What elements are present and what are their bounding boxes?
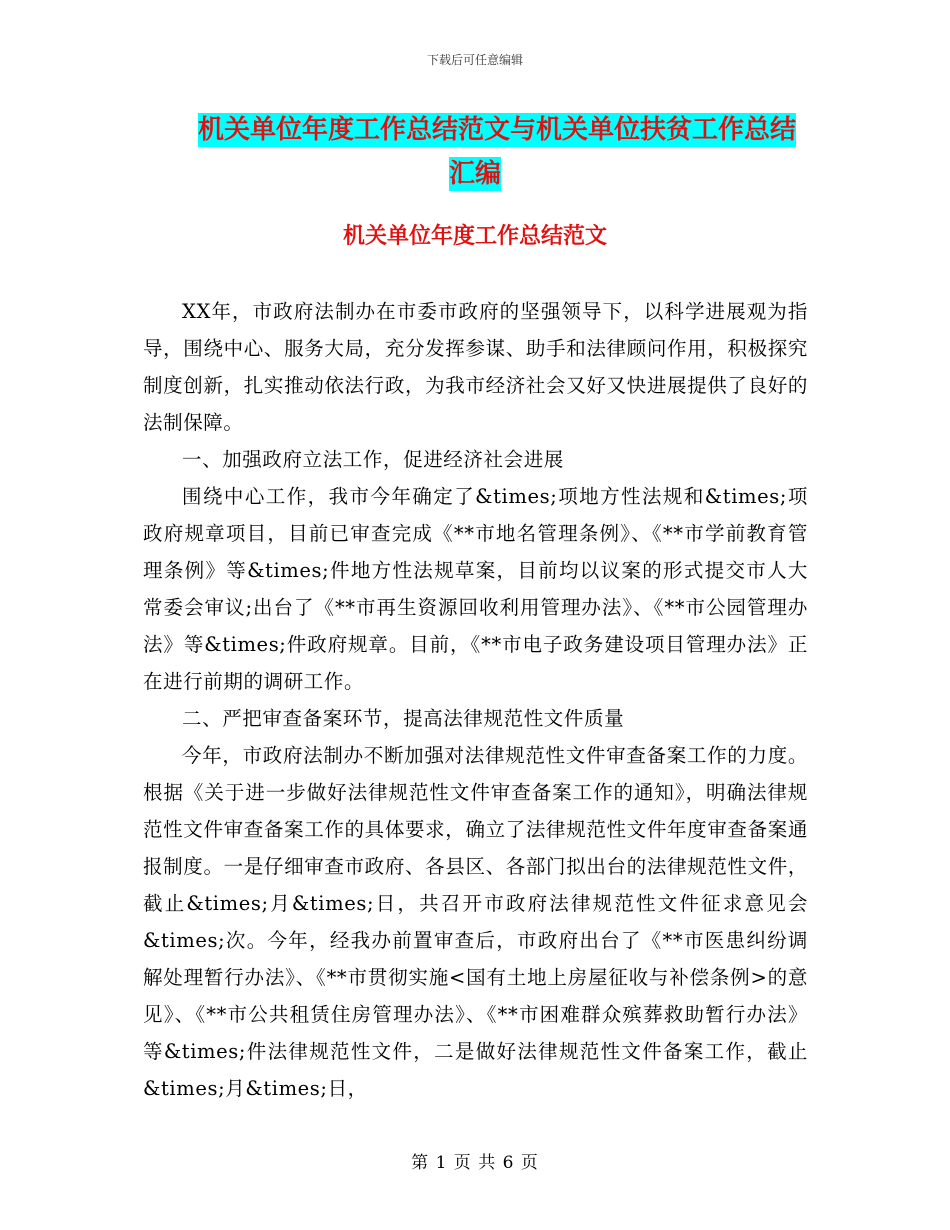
page-number: 第 1 页 共 6 页 [411, 1153, 539, 1173]
document-title [0, 108, 950, 196]
document-title-line-1: 机关单位年度工作总结范文与机关单位扶贫工作总结 [197, 115, 796, 145]
paragraph-legislation: 围绕中心工作，我市今年确定了&times;项地方性法规和&times;项政府规章项目，目前已审查完成《**市地名管理条例》、《**市学前教育管理条例》等&times;件地方性法规草案，目前均以议案的形式提交市人大常委会审议;出台了《**市再生资源回收利用管理办法》、《**市公园管理办法》等&times;件政府规章。目前，《**市电子政务建设项目管理办法》正在进行前期的调研工作。 [143, 485, 808, 693]
page-header: 下载后可任意编辑 [426, 53, 523, 67]
document-title-line-2: 汇编 [448, 159, 501, 189]
paragraph-intro: XX年，市政府法制办在市委市政府的坚强领导下，以科学进展观为指导，围绕中心、服务大局，充分发挥参谋、助手和法律顾问作用，积极探究制度创新，扎实推动依法行政，为我市经济社会又好又快进展提供了良好的法制保障。 [143, 300, 808, 434]
document-body [143, 293, 808, 1107]
paragraph-heading-2: 二、严把审查备案环节，提高法律规范性文件质量 [182, 707, 625, 730]
paragraph-review-filing: 今年，市政府法制办不断加强对法律规范性文件审查备案工作的力度。根据《关于进一步做好法律规范性文件审查备案工作的通知》，明确法律规范性文件审查备案工作的具体要求，确立了法律规范性文件年度审查备案通报制度。一是仔细审查市政府、各县区、各部门拟出台的法律规范性文件，截止&times;月&times;日，共召开市政府法律规范性文件征求意见会&times;次。今年，经我办前置审查后，市政府出台了《**市医患纠纷调解处理暂行办法》、《**市贯彻实施<国有土地上房屋征收与补偿条例>的意见》、《**市公共租赁住房管理办法》、《**市困难群众殡葬救助暂行办法》等&times;件法律规范性文件，二是做好法律规范性文件备案工作，截止&times;月&times;日， [143, 744, 808, 1100]
paragraph-heading-1: 一、加强政府立法工作，促进经济社会进展 [182, 448, 564, 471]
section-title: 机关单位年度工作总结范文 [342, 224, 607, 249]
